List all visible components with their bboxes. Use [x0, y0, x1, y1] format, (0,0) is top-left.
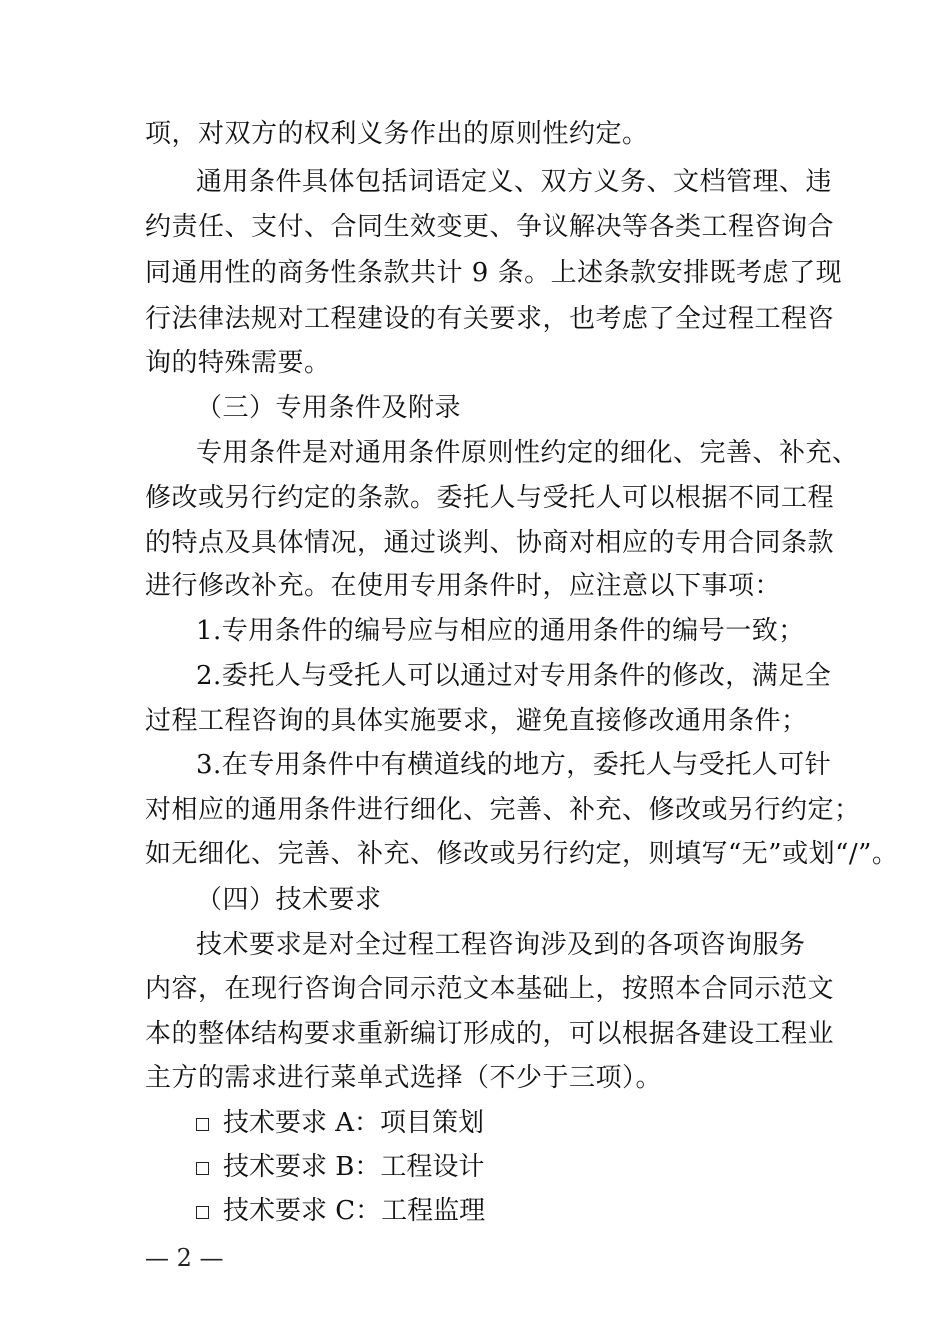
paragraph-line: 过程工程咨询的具体实施要求，避免直接修改通用条件；: [145, 706, 808, 736]
section-heading: （三）专用条件及附录: [196, 393, 462, 423]
list-item: 3.在专用条件中有横道线的地方，委托人与受托人可针: [196, 750, 832, 780]
page-number: — 2 —: [145, 1244, 224, 1272]
paragraph-line: 如无细化、完善、补充、修改或另行约定，则填写“无”或划“/”。: [145, 839, 899, 869]
paragraph-line: 的特点及具体情况，通过谈判、协商对相应的专用合同条款: [145, 528, 835, 558]
paragraph-line: 项，对双方的权利义务作出的原则性约定。: [145, 119, 649, 149]
paragraph-line: 询的特殊需要。: [145, 348, 331, 378]
paragraph-line: 通用条件具体包括词语定义、双方义务、文档管理、违: [196, 167, 833, 197]
checkbox-icon: [196, 1206, 209, 1219]
paragraph-line: 约责任、支付、合同生效变更、争议解决等各类工程咨询合: [145, 212, 835, 242]
paragraph-line: 进行修改补充。在使用专用条件时，应注意以下事项：: [145, 571, 782, 601]
paragraph-line: 行法律法规对工程建设的有关要求，也考虑了全过程工程咨: [145, 304, 835, 334]
paragraph-line: 专用条件是对通用条件原则性约定的细化、完善、补充、: [196, 438, 859, 468]
checklist-item: [196, 1150, 484, 1184]
checkbox-icon: [196, 1118, 209, 1131]
paragraph-line: 对相应的通用条件进行细化、完善、补充、修改或另行约定；: [145, 795, 861, 825]
list-item: 2.委托人与受托人可以通过对专用条件的修改，满足全: [196, 661, 832, 691]
section-heading: （四）技术要求: [196, 885, 382, 915]
paragraph-line: 本的整体结构要求重新编订形成的，可以根据各建设工程业: [145, 1019, 835, 1049]
checklist-item: [196, 1106, 484, 1140]
checklist-label: 技术要求 C：工程监理: [223, 1196, 486, 1226]
paragraph-line: 内容，在现行咨询合同示范文本基础上，按照本合同示范文: [145, 974, 835, 1004]
checklist-label: 技术要求 B：工程设计: [223, 1152, 485, 1182]
list-item: 1.专用条件的编号应与相应的通用条件的编号一致；: [196, 616, 805, 646]
paragraph-line: 修改或另行约定的条款。委托人与受托人可以根据不同工程: [145, 483, 835, 513]
checklist-label: 技术要求 A：项目策划: [223, 1108, 485, 1138]
paragraph-line: 同通用性的商务性条款共计 9 条。上述条款安排既考虑了现: [145, 258, 843, 288]
checkbox-icon: [196, 1162, 209, 1175]
paragraph-line: 技术要求是对全过程工程咨询涉及到的各项咨询服务: [196, 930, 806, 960]
checklist-item: [196, 1194, 485, 1228]
paragraph-line: 主方的需求进行菜单式选择（不少于三项）。: [145, 1063, 663, 1093]
